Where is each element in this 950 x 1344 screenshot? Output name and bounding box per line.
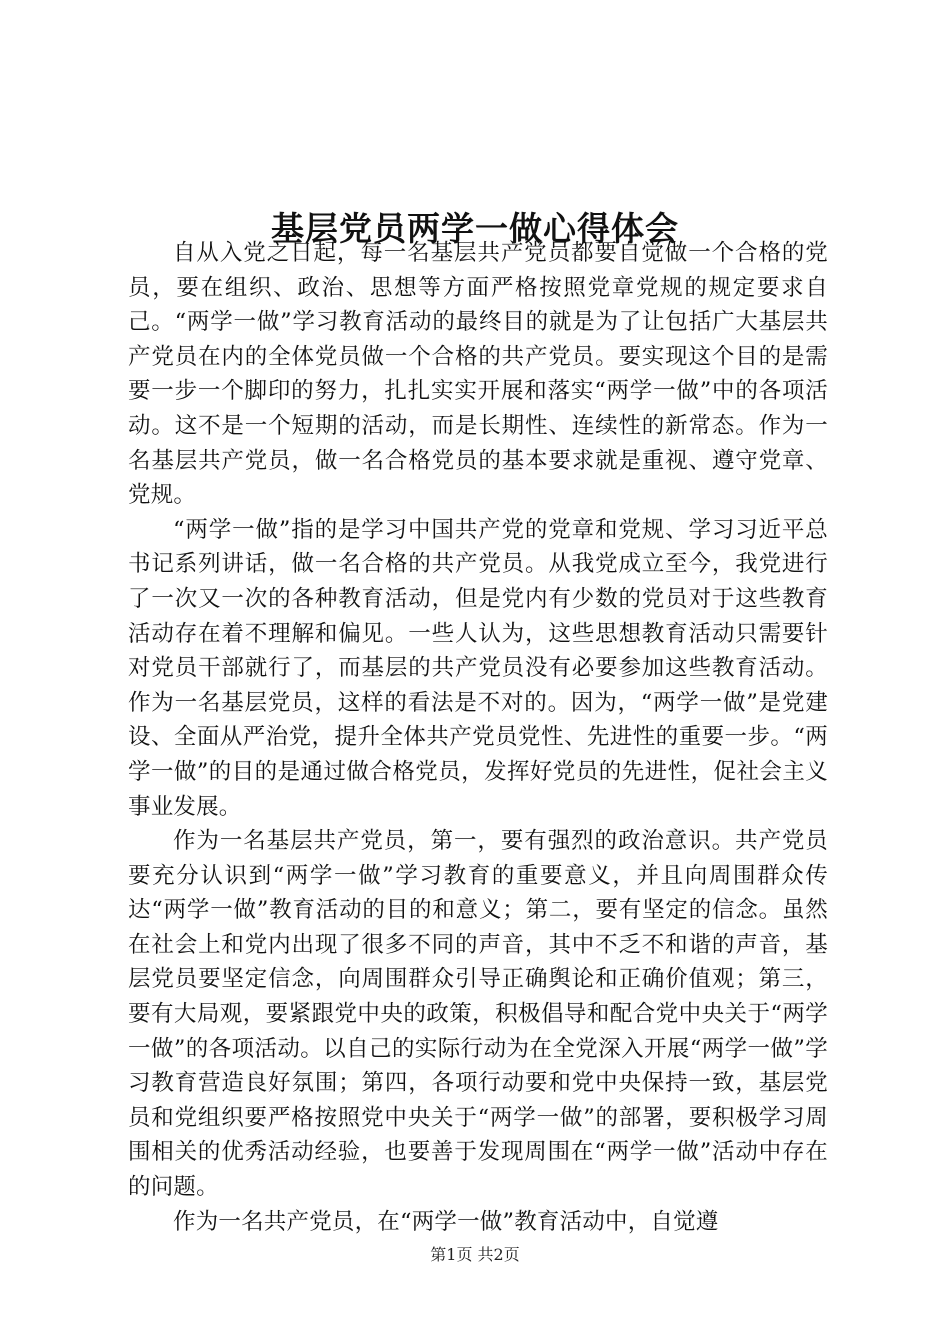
page-footer: 第1页 共2页 <box>430 1245 520 1264</box>
document-body <box>128 236 828 1239</box>
paragraph-3: 作为一名基层共产党员，第一，要有强烈的政治意识。共产党员要充分认识到“两学一做”学习教育的重要意义，并且向周围群众传达“两学一做”教育活动的目的和意义；第二，要有坚定的信念。虽然在社会上和党内出现了很多不同的声音，其中不乏不和谐的声音，基层党员要坚定信念，向周围群众引导正确舆论和正确价值观；第三，要有大局观，要紧跟党中央的政策，积极倡导和配合党中央关于“两学一做”的各项活动。以自己的实际行动为在全党深入开展“两学一做”学习教育营造良好氛围；第四，各项行动要和党中央保持一致，基层党员和党组织要严格按照党中央关于“两学一做”的部署，要积极学习周围相关的优秀活动经验，也要善于发现周围在“两学一做”活动中存在的问题。 <box>128 828 828 1201</box>
paragraph-2: “两学一做”指的是学习中国共产党的党章和党规、学习习近平总书记系列讲话，做一名合格的共产党员。从我党成立至今，我党进行了一次又一次的各种教育活动，但是党内有少数的党员对于这些教育活动存在着不理解和偏见。一些人认为，这些思想教育活动只需要针对党员干部就行了，而基层的共产党员没有必要参加这些教育活动。作为一名基层党员，这样的看法是不对的。因为，“两学一做”是党建设、全面从严治党，提升全体共产党员党性、先进性的重要一步。“两学一做”的目的是通过做合格党员，发挥好党员的先进性，促社会主义事业发展。 <box>128 516 828 820</box>
document-title: 基层党员两学一做心得体会 <box>271 209 679 249</box>
paragraph-4: 作为一名共产党员，在“两学一做”教育活动中，自觉遵 <box>173 1208 719 1235</box>
paragraph-1: 自从入党之日起，每一名基层共产党员都要自觉做一个合格的党员，要在组织、政治、思想等方面严格按照党章党规的规定要求自己。“两学一做”学习教育活动的最终目的就是为了让包括广大基层共产党员在内的全体党员做一个合格的共产党员。要实现这个目的是需要一步一个脚印的努力，扎扎实实开展和落实“两学一做”中的各项活动。这不是一个短期的活动，而是长期性、连续性的新常态。作为一名基层共产党员，做一名合格党员的基本要求就是重视、遵守党章、党规。 <box>128 240 828 509</box>
